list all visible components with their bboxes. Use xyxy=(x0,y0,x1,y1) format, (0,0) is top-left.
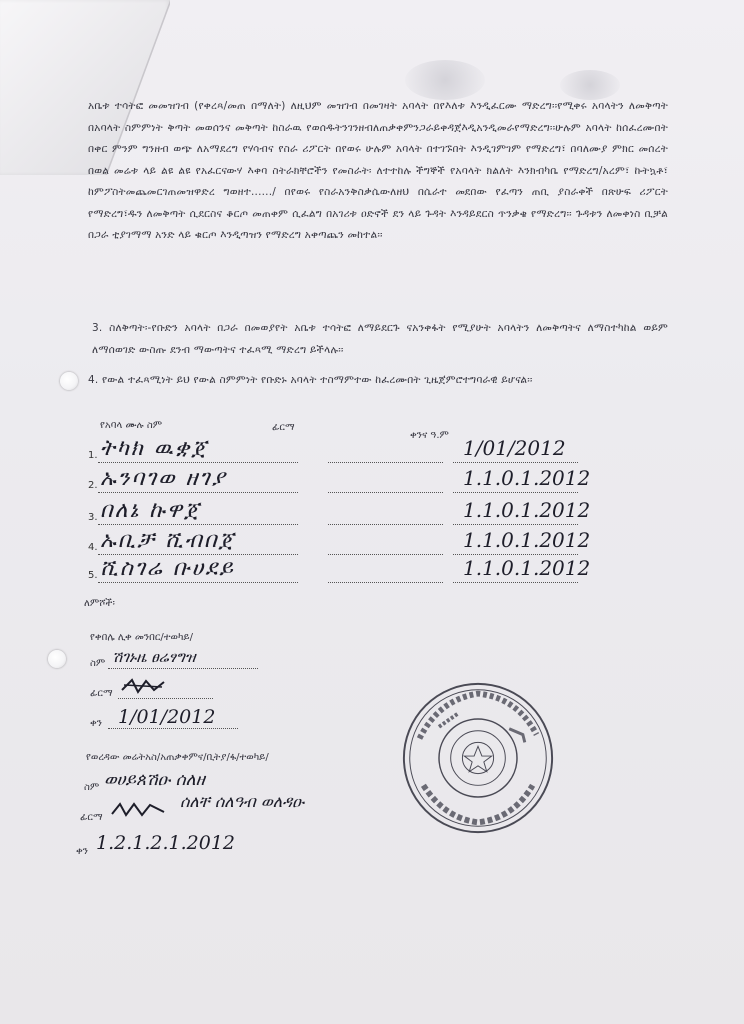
row-number: 5. xyxy=(88,570,98,581)
receiver-name-label: ስም xyxy=(90,658,106,669)
name-line xyxy=(98,492,298,493)
receiver-name-line xyxy=(108,668,258,669)
row-number: 4. xyxy=(88,542,98,553)
signature-line xyxy=(328,492,443,493)
signatory-row xyxy=(88,466,628,498)
smudge xyxy=(405,60,485,100)
signature-line xyxy=(328,554,443,555)
office-signature-mark xyxy=(108,800,168,820)
receiver-date: 1/01/2012 xyxy=(118,706,216,728)
office-date: 1.2.1.2.1.2012 xyxy=(96,832,235,854)
date-line xyxy=(453,582,578,583)
name-line xyxy=(98,524,298,525)
date-line xyxy=(453,524,578,525)
row-number: 3. xyxy=(88,512,98,523)
intro-paragraph: አቤቱ ተሳትፎ መመዝገብ (የቀረጻ/መጠ በማለት) ለዚህም መዝገብ በመገዛት አባላት በየእለቱ እንዲፈርሙ ማድረግ፡፡የሚቀሩ አባላትን ለመቅጣት በአባላት ስምምነት ቅጣት መወሰንና መቅጣት ከስራዉ የወሰዱትንገንዘብለጠቃቀምንጋራይቀዳጀእዲአንዲመራየማድረግ፡፡ሁሉም አባላት ከሰፈረሙበት በቀር ምንም ግንዘብ ወጭ ለአማደረግ የሃሳብና የስራ ሪፖርት በየወሩ ሁሉም አባላት በተገኙበት እንዲገምገም የማድረግ፣ በባለሙያ ምክር መሰረት በወል መሬቱ ላይ ልዩ ልዩ የአፈርናውሃ እቀባ ስትራክቸሮችን የመስራት፡ ለተተከሉ ችግኞች የአባላት ክልለት እንክብካቤ የማድረግ/አረም፣ ኩትኳቶ፣ ከምፖስትመጨመርገጠመዝዋድረ ግወዘተ....../ በየወሩ የስራአንቅስቃሴውለዘህ በሴራተ መደበው የፈጣን ጠቢ ያስራቀች በጽሁፍ ሪፖርት የማድረግ፣ዱን ለመቅጣት ሲደርስና ቆርጦ መጠቀም ሲፈልግ በአገሪቱ ዐድኖች ደን ላይ ጉዳት እንዳይደርስ ጥንቃቄ የማድረግ፡፡ ጉዳቱን ለመቀነስ ቢቻል በጋራ ቲያገማማ አንድ ላይ ቁርጦ እንዲጣዝን የማድረግ አቀጣጨን መከተል፡፡ xyxy=(88,100,668,241)
signature-line xyxy=(328,524,443,525)
date-line xyxy=(453,462,578,463)
signatory-date: 1/01/2012 xyxy=(463,436,566,460)
receiver-date-label: ቀን xyxy=(90,718,102,729)
section-4: 4. የውል ተፈጻሚነት ይህ የውል ስምምነት የቡድኑ አባላት ተስማምተው ከፈረሙበት ጊዜጀምሮተግባራዊ ይሆናል፡፡ xyxy=(88,374,533,386)
office-sign-label: ፊርማ xyxy=(80,812,103,823)
receiver-sign-line xyxy=(118,698,213,699)
office-note: ሰለቸ ሰለዓብ ወለዳዑ xyxy=(180,792,305,811)
signatory-date: 1.1.0.1.2012 xyxy=(463,528,591,552)
signatory-date: 1.1.0.1.2012 xyxy=(463,498,591,522)
receiver-name: ሽገኑዜ ፀሬፃግዝ xyxy=(112,648,196,666)
signature-line xyxy=(328,462,443,463)
signatory-row xyxy=(88,436,628,468)
row-number: 2. xyxy=(88,480,98,491)
punch-hole xyxy=(60,372,78,390)
signatory-name: ትካክ ዉቋጀ xyxy=(100,436,209,461)
punch-hole xyxy=(48,650,66,668)
receiver-sign-label: ፊርማ xyxy=(90,688,113,699)
signatory-name: ኡንባገወ ዘገያ xyxy=(100,466,227,491)
row-number: 1. xyxy=(88,450,98,461)
column-header-date: ቀንና ዓ.ም xyxy=(410,430,449,441)
office-name-label: ስም xyxy=(84,782,100,793)
signatory-date: 1.1.0.1.2012 xyxy=(463,556,591,580)
official-seal xyxy=(400,680,556,836)
office-label: የወረዳው መሬትአስ/አጠቃቀምና/ቢትያ/ፋ/ተወካይ/ xyxy=(86,752,269,763)
signatory-name: ሺስገሬ ቡሀደይ xyxy=(100,556,235,581)
receiver-date-line xyxy=(108,728,238,729)
signatory-row xyxy=(88,556,628,588)
witnesses-heading: ለምሾች፡ xyxy=(84,598,115,609)
signatory-name: በለኔ ኩዋጀ xyxy=(100,498,201,523)
column-header-name: የአባላ ሙሉ ስም xyxy=(100,420,163,431)
receiver-label: የቀበሌ ሊቀ መንበር/ተወካይ/ xyxy=(90,632,193,643)
name-line xyxy=(98,554,298,555)
name-line xyxy=(98,582,298,583)
office-date-label: ቀን xyxy=(76,846,88,857)
name-line xyxy=(98,462,298,463)
office-name: ወሀይጰሽዑ ሰለዘ xyxy=(104,770,205,790)
signatory-date: 1.1.0.1.2012 xyxy=(463,466,591,490)
signatory-name: ኡቢቻ ሺብበጀ xyxy=(100,528,236,553)
section-3: 3. ስለቅጣት፡-የቡድን አባላት በጋራ በመወያየት አቤቱ ተሳትፎ ለማይደርጉ ናአንቀፋት የሚያሁት አባላትን ለመቅጣትና ለማስተካከል ወይም ለማሰወገድ ውስጡ ደንብ ማውጣትና ተፈጻሚ ማድረግ ይችላሉ፡፡ xyxy=(92,322,668,356)
date-line xyxy=(453,492,578,493)
column-header-signature: ፊርማ xyxy=(272,422,295,433)
signatory-row xyxy=(88,498,628,530)
date-line xyxy=(453,554,578,555)
signature-line xyxy=(328,582,443,583)
receiver-signature-mark xyxy=(118,676,168,696)
